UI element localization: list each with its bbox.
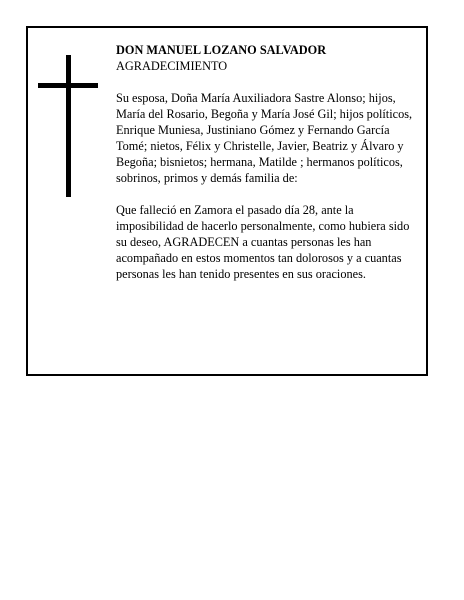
- obituary-notice: [26, 26, 428, 376]
- family-paragraph: Su esposa, Doña María Auxiliadora Sastre Alonso; hijos, María del Rosario, Begoña y María José Gil; hijos políticos, Enrique Muniesa, Justiniano Gómez y Fernando García Tomé; nietos, Félix y Christelle, Javier, Beatriz y Álvaro y Begoña; bisnietos; hermana, Matilde ; hermanos políticos, sobrinos, primos y demás familia de:: [116, 91, 413, 185]
- cross-horizontal-bar: [38, 83, 98, 88]
- cross-vertical-bar: [66, 55, 71, 197]
- notice-text-block: [116, 42, 418, 298]
- notice-heading: AGRADECIMIENTO: [116, 59, 228, 73]
- deceased-name: DON MANUEL LOZANO SALVADOR: [116, 43, 327, 57]
- cross-icon: [38, 55, 98, 197]
- thanks-paragraph: Que falleció en Zamora el pasado día 28, ante la imposibilidad de hacerlo personalmente, como hubiera sido su deseo, AGRADECEN a cuantas personas les han acompañado en estos momentos tan dolorosos y a cuantas personas les han tenido presentes en sus oraciones.: [116, 203, 410, 281]
